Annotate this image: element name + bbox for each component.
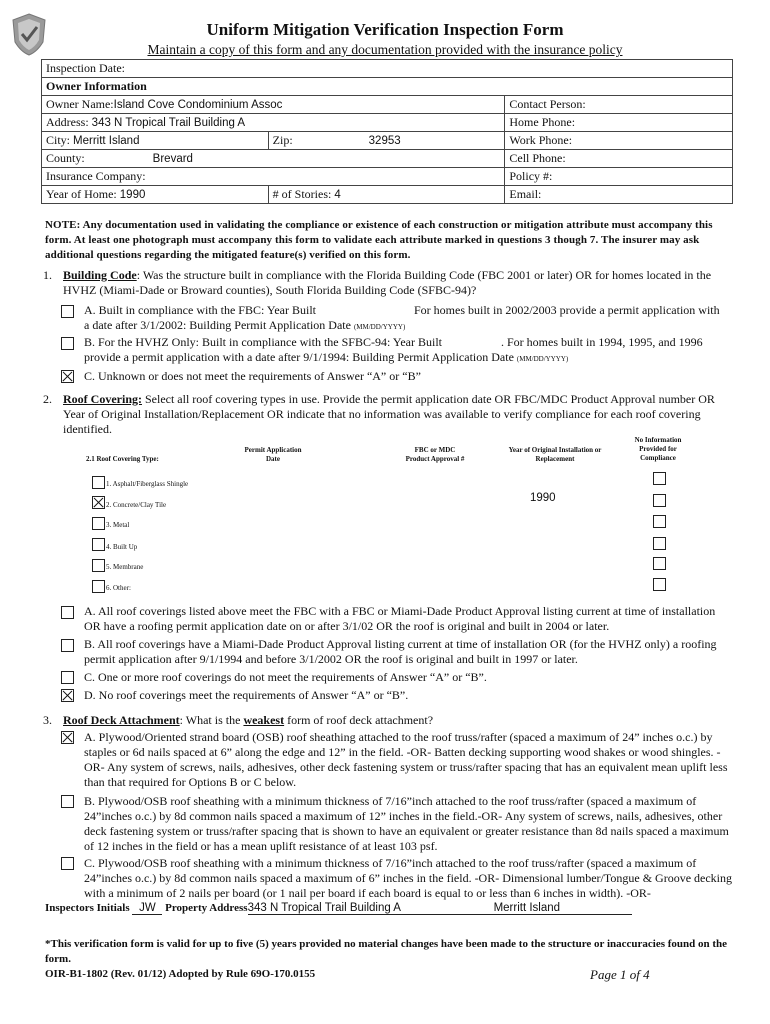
q1-option-b-checkbox[interactable]: [61, 337, 74, 350]
city-label: City:: [46, 133, 71, 147]
q1-option-b-date-format: (MM/DD/YYYY): [516, 355, 569, 363]
cell-phone-field[interactable]: [505, 150, 733, 168]
q2-option-d-checkbox[interactable]: [61, 689, 74, 702]
owner-name-field[interactable]: [42, 96, 505, 114]
property-address-label: Property Address: [165, 902, 248, 914]
q1-option-b-line1b: . For homes built in 1994, 1995, and 1996: [501, 335, 703, 349]
question-3-text-2: form of roof deck attachment?: [284, 713, 434, 727]
roof-type-built-up-no-info-checkbox[interactable]: [653, 537, 666, 550]
policy-number-label: Policy #:: [509, 169, 553, 183]
question-1-title: Building Code: [63, 268, 137, 282]
address-field[interactable]: [42, 114, 505, 132]
roof-type-tile-year: 1990: [530, 492, 556, 504]
zip-field[interactable]: [268, 132, 505, 150]
home-phone-field[interactable]: [505, 114, 733, 132]
form-title: Uniform Mitigation Verification Inspection Form: [206, 20, 564, 39]
validity-statement: *This verification form is valid for up to five (5) years provided no material changes have been made to the structure or inaccuracies found on the form.: [45, 938, 728, 965]
q3-option-b: B. Plywood/OSB roof sheathing with a minimum thickness of 7/16”inch attached to the roof truss/rafter (spaced a maximum of 24”inches o.c.) by 8d common nails spaced a maximum of 12” inches in the field.-OR- Any system of screws, nails, adhesives, other deck fastening system or truss/rafter spacing that is shown to have an equivalent or greater resistance than 8d nails spaced a maximum of 12 inches in the field or has a mean uplift resistance of at least 103 psf.: [84, 794, 729, 853]
question-3-text-1: : What is the: [179, 713, 244, 727]
roof-type-membrane-checkbox[interactable]: [92, 559, 105, 572]
county-value: Brevard: [152, 153, 193, 165]
q3-option-c-checkbox[interactable]: [61, 857, 74, 870]
roof-type-asphalt-no-info-checkbox[interactable]: [653, 472, 666, 485]
page-number: Page 1 of 4: [590, 967, 650, 982]
q1-option-b: [84, 335, 734, 367]
q3-option-a-checkbox[interactable]: [61, 731, 74, 744]
no-information-header-line2: Provided for: [639, 445, 677, 453]
year-of-home-field[interactable]: [42, 186, 269, 204]
stories-label: # of Stories:: [272, 187, 332, 201]
permit-date-header: [228, 446, 318, 464]
q1-option-a-line1b: For homes built in 2002/2003 provide a permit application with: [414, 303, 720, 317]
roof-type-tile-no-info-checkbox[interactable]: [653, 494, 666, 507]
q2-option-c: C. One or more roof coverings do not meet the requirements of Answer “A” or “B”.: [84, 670, 487, 684]
roof-type-metal-no-info-checkbox[interactable]: [653, 515, 666, 528]
question-1-number: 1.: [43, 268, 52, 282]
roof-type-other-label: 6. Other:: [106, 584, 131, 592]
stories-field[interactable]: [268, 186, 505, 204]
stories-value: 4: [334, 189, 341, 201]
zip-label: Zip:: [272, 133, 293, 147]
question-3-weakest: weakest: [243, 713, 285, 727]
form-id: OIR-B1-1802 (Rev. 01/12) Adopted by Rule 69O-170.0155: [45, 968, 316, 980]
roof-type-membrane-no-info-checkbox[interactable]: [653, 557, 666, 570]
q2-option-d: D. No roof coverings meet the requirements of Answer “A” or “B”.: [84, 688, 409, 702]
inspector-initials-line: [45, 902, 735, 915]
q1-option-a-date-format: (MM/DD/YYYY): [353, 323, 406, 331]
insurance-company-field[interactable]: [42, 168, 505, 186]
q2-option-c-checkbox[interactable]: [61, 671, 74, 684]
roof-type-asphalt-checkbox[interactable]: [92, 476, 105, 489]
q1-option-b-line1: B. For the HVHZ Only: Built in compliance with the SFBC-94: Year Built: [84, 335, 442, 349]
question-1-text: : Was the structure built in compliance with the Florida Building Code (FBC 2001 or later) OR for homes located in the HVHZ (Miami-Dade or Broward counties), South Florida Building Code (SFBC-94)?: [63, 268, 712, 297]
property-address-value: 343 N Tropical Trail Building A: [247, 902, 401, 914]
roof-type-built-up-checkbox[interactable]: [92, 538, 105, 551]
no-information-header: [618, 436, 698, 463]
roof-type-metal-label: 3. Metal: [106, 521, 130, 529]
inspector-initials-label: Inspectors Initials: [45, 902, 130, 914]
no-information-header-line3: Compliance: [640, 454, 676, 462]
inspector-initials-value[interactable]: JW: [132, 902, 162, 915]
roof-type-built-up-label: 4. Built Up: [106, 543, 138, 551]
question-3: [43, 713, 733, 728]
form-subtitle: Maintain a copy of this form and any documentation provided with the insurance policy: [147, 42, 623, 57]
contact-person-label: Contact Person:: [509, 97, 586, 111]
inspection-date-label: Inspection Date:: [46, 61, 125, 75]
address-label: Address:: [46, 115, 89, 129]
year-installed-header-line2: Replacement: [535, 455, 575, 463]
year-of-home-label: Year of Home:: [46, 187, 117, 201]
zip-value: 32953: [368, 135, 401, 147]
roof-type-tile-checkbox[interactable]: [92, 496, 105, 509]
question-1: [43, 268, 733, 298]
question-2: [43, 392, 733, 437]
city-field[interactable]: [42, 132, 269, 150]
work-phone-field[interactable]: [505, 132, 733, 150]
roof-type-asphalt-label: 1. Asphalt/Fiberglass Shingle: [106, 480, 189, 488]
q2-option-a: A. All roof coverings listed above meet the FBC with a FBC or Miami-Dade Product Approval listing current at time of installation OR have a roofing permit application date on or after 3/1/02 OR the roof is original and built in 2004 or later.: [84, 604, 716, 633]
question-3-number: 3.: [43, 713, 52, 727]
permit-date-header-line2: Date: [266, 455, 280, 463]
email-label: Email:: [509, 187, 542, 201]
roof-type-other-checkbox[interactable]: [92, 580, 105, 593]
permit-date-header-line1: Permit Application: [244, 446, 302, 454]
q1-option-a-line1: A. Built in compliance with the FBC: Year Built: [84, 303, 316, 317]
q1-option-a-checkbox[interactable]: [61, 305, 74, 318]
inspection-date-field[interactable]: [42, 60, 733, 78]
owner-information-heading: Owner Information: [42, 78, 733, 96]
owner-name-value: Island Cove Condominium Assoc: [113, 99, 283, 111]
question-2-text: Select all roof covering types in use. Provide the permit application date OR FBC/MDC Product Approval number OR Year of Original Installation/Replacement OR indicate that no information was available to verify compliance for each roof covering identified.: [63, 392, 715, 436]
year-of-home-value: 1990: [119, 189, 146, 201]
owner-information-table: [41, 59, 733, 204]
owner-name-label: Owner Name:: [46, 97, 114, 111]
product-approval-header-line1: FBC or MDC: [414, 446, 456, 454]
email-field[interactable]: [505, 186, 733, 204]
roof-type-tile-label: 2. Concrete/Clay Tile: [106, 501, 167, 509]
year-installed-header: [490, 446, 620, 464]
q3-option-b-checkbox[interactable]: [61, 795, 74, 808]
property-address-field[interactable]: [248, 902, 632, 915]
insurance-company-label: Insurance Company:: [46, 169, 146, 183]
question-2-number: 2.: [43, 392, 52, 406]
policy-number-field[interactable]: [505, 168, 733, 186]
q1-option-b-line2: provide a permit application with a date after 9/1/1994: Building Permit Application Date: [84, 350, 514, 364]
q1-option-c-checkbox[interactable]: [61, 370, 74, 383]
q2-option-b: B. All roof coverings have a Miami-Dade Product Approval listing current at time of installation OR (for the HVHZ only) a roofing permit application after 9/1/1994 and before 3/1/2002 OR the roof is original and built in 1997 or later.: [84, 637, 717, 666]
q2-option-b-checkbox[interactable]: [61, 639, 74, 652]
year-installed-header-line1: Year of Original Installation or: [508, 446, 602, 454]
no-information-header-line1: No Information: [634, 436, 682, 444]
q1-option-a: [84, 303, 734, 335]
roof-type-membrane-label: 5. Membrane: [106, 563, 144, 571]
roof-type-other-no-info-checkbox[interactable]: [653, 578, 666, 591]
county-label: County:: [46, 151, 85, 165]
cell-phone-label: Cell Phone:: [509, 151, 566, 165]
question-2-title: Roof Covering:: [63, 392, 142, 406]
product-approval-header: [380, 446, 490, 464]
documentation-note: NOTE: Any documentation used in validating the compliance or existence of each construction or mitigation attribute must accompany this form. At least one photograph must accompany this form to validate each attribute marked in questions 3 though 7. The insurer may ask additional questions regarding the mitigated feature(s) verified on this form.: [45, 219, 713, 261]
q3-option-c: C. Plywood/OSB roof sheathing with a minimum thickness of 7/16”inch attached to the roof truss/rafter (spaced a maximum of 24”inches o.c.) by 8d common nails spaced a maximum of 6” inches in the field. -OR- Dimensional lumber/Tongue & Groove decking with a minimum of 2 nails per board (or 1 nail per board if each board is equal to or less than 6 inches in width). -OR-: [84, 856, 732, 900]
home-phone-label: Home Phone:: [509, 115, 576, 129]
city-value: Merritt Island: [73, 135, 140, 147]
roof-covering-type-header: 2.1 Roof Covering Type:: [86, 455, 159, 463]
property-city-value: Merritt Island: [493, 902, 561, 914]
address-value: 343 N Tropical Trail Building A: [91, 117, 246, 129]
q1-option-a-line2: a date after 3/1/2002: Building Permit Application Date: [84, 318, 351, 332]
q1-option-c: C. Unknown or does not meet the requirements of Answer “A” or “B”: [84, 369, 421, 383]
question-3-title: Roof Deck Attachment: [63, 713, 180, 727]
contact-person-field[interactable]: [505, 96, 733, 114]
product-approval-header-line2: Product Approval #: [405, 455, 465, 463]
roof-type-metal-checkbox[interactable]: [92, 517, 105, 530]
q2-option-a-checkbox[interactable]: [61, 606, 74, 619]
work-phone-label: Work Phone:: [509, 133, 573, 147]
q3-option-a: A. Plywood/Oriented strand board (OSB) roof sheathing attached to the roof truss/rafter (spaced a maximum of 24” inches o.c.) by staples or 6d nails spaced at 6” along the edge and 12” in the field. -OR- Batten decking supporting wood shakes or wood shingles. -OR- Any system of screws, nails, adhesives, other deck fastening system or truss/rafter spacing that has an equivalent mean uplift less than that required for Options B or C below.: [84, 730, 728, 789]
county-field[interactable]: [42, 150, 505, 168]
